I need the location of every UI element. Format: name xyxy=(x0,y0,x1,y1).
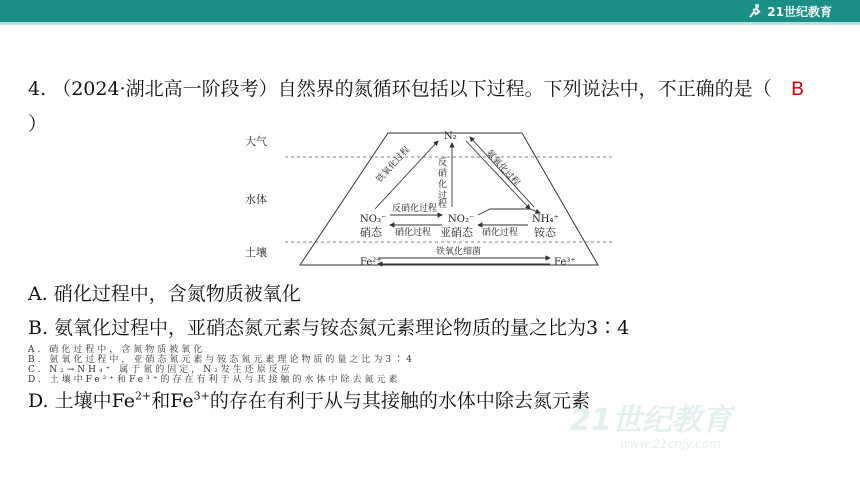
species-fe3: Fe³⁺ xyxy=(554,257,576,268)
option-d-fe2: Fe xyxy=(111,390,136,412)
species-no3: NO₃⁻ xyxy=(360,214,387,225)
cycle-outline xyxy=(300,133,598,265)
arrow-no2-to-nh4 xyxy=(478,209,540,215)
layer-soil: 土壤 xyxy=(245,246,267,259)
answer-choice: B xyxy=(791,79,804,100)
species-no2: NO₂⁻ xyxy=(448,214,475,225)
layer-atmosphere: 大气 xyxy=(245,135,267,148)
overlapping-small-options xyxy=(28,345,415,385)
option-a: A. 硝化过程中，含氮物质被氧化 xyxy=(28,283,301,305)
watermark-logo-icon xyxy=(560,394,840,454)
label-nitrate: 硝态 xyxy=(360,226,382,239)
label-denitrification-vertical: 反硝化过程 xyxy=(438,158,448,210)
label-iron-bacteria: 铁氧化细菌 xyxy=(436,247,482,257)
logo-text: 21世纪教育 xyxy=(767,4,832,19)
option-d-prefix: D. 土壤中 xyxy=(28,390,112,412)
small-line-3: C. N₂→NH₄⁺ 属于氮的固定，N₂发生还原反应 xyxy=(28,365,293,375)
question-stem: 自然界的氮循环包括以下过程。下列说法中，不正确的是（ xyxy=(277,78,772,100)
species-n2: N₂ xyxy=(444,131,457,142)
layer-water: 水体 xyxy=(245,193,267,206)
small-line-1: A. 硝化过程中，含氮物质被氧化 xyxy=(28,345,206,355)
label-denitrification: 反硝化过程 xyxy=(392,204,438,214)
option-b-text: B. 氨氧化过程中，亚硝态氮元素与铵态氮元素理论物质的量之比为 xyxy=(28,317,587,339)
nitrogen-cycle-diagram xyxy=(230,125,620,270)
label-ammonium: 铵态 xyxy=(534,226,556,239)
option-d-fe2-charge: 2+ xyxy=(135,389,152,403)
option-b-ratio: 3∶4 xyxy=(586,317,630,339)
species-fe2: Fe²⁺ xyxy=(360,257,382,268)
question-source: （2024·湖北高一阶段考） xyxy=(52,78,278,100)
option-b xyxy=(28,316,629,340)
label-diag-left: 铁氧化过程 xyxy=(374,144,413,186)
svg-text:www.21cnjy.com: www.21cnjy.com xyxy=(620,437,721,451)
label-diag-right: 氨氧化过程 xyxy=(483,148,522,189)
header-stripe xyxy=(0,22,860,25)
option-d-fe3: Fe xyxy=(170,390,194,412)
logo xyxy=(747,1,832,21)
svg-text:21世纪教育: 21世纪教育 xyxy=(570,403,732,438)
runner-logo-icon xyxy=(747,3,763,19)
label-nitrification-right: 硝化过程 xyxy=(482,228,519,238)
option-d-fe3-charge: 3+ xyxy=(193,389,210,403)
question-number: 4. xyxy=(28,78,47,100)
arrow-n2-to-nh4 xyxy=(466,141,530,209)
species-nh4: NH₄⁺ xyxy=(532,214,559,225)
label-nitrification: 硝化过程 xyxy=(395,228,432,238)
small-line-4: D. 土壤中Fe²⁺和Fe³⁺的存在有利于从与其接触的水体中除去氮元素 xyxy=(28,375,401,385)
option-d-suffix: 的存在有利于从与其接触的水体中除去氮元素 xyxy=(209,390,590,412)
option-d-and: 和 xyxy=(151,390,171,412)
label-nitrite: 亚硝态 xyxy=(440,226,473,239)
question-close: ） xyxy=(28,113,48,135)
option-d xyxy=(28,389,590,413)
header-bar xyxy=(0,0,860,22)
small-line-2: B. 氨氧化过程中，亚硝态氮元素与铵态氮元素理论物质的量之比为3∶4 xyxy=(28,355,415,365)
